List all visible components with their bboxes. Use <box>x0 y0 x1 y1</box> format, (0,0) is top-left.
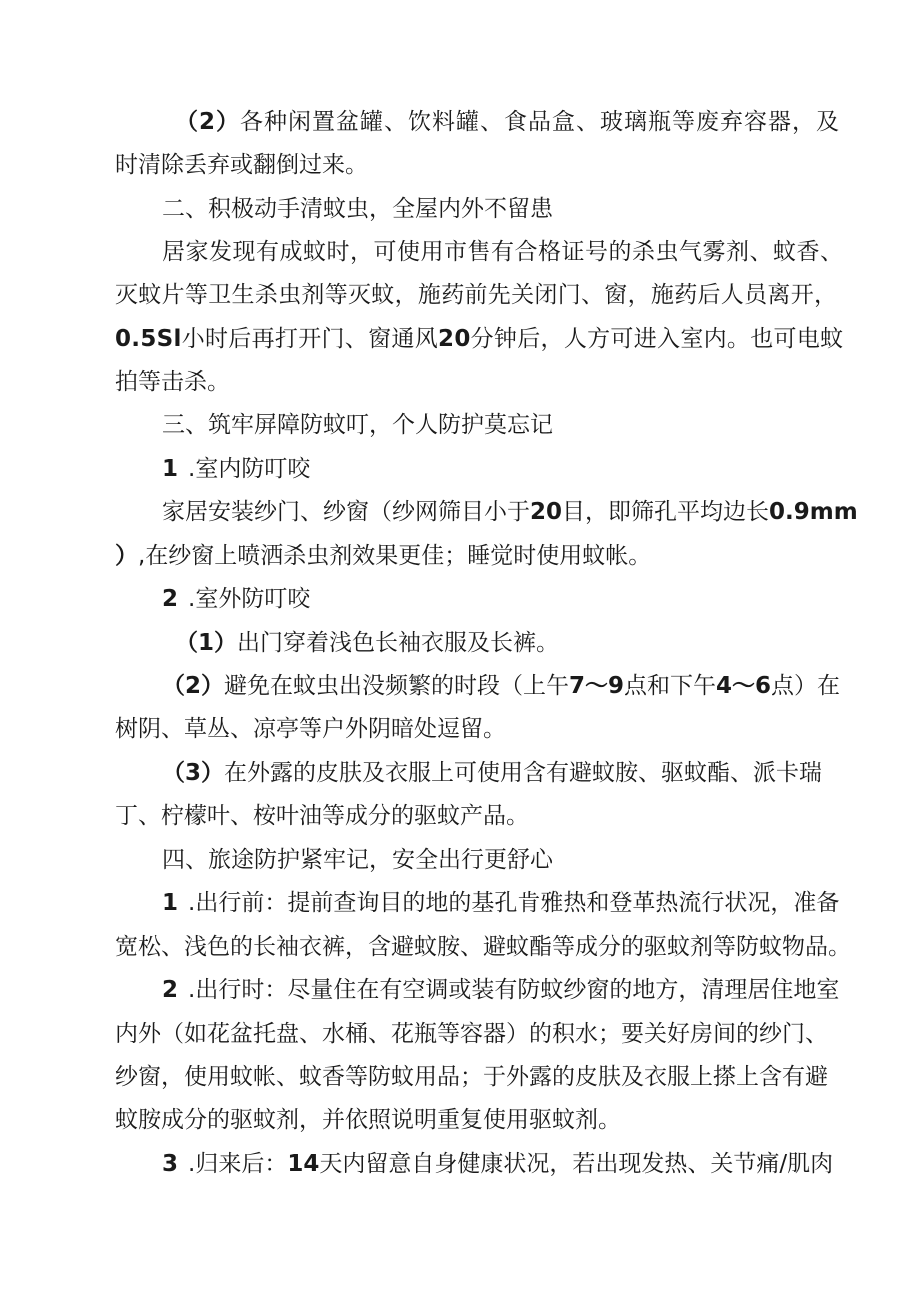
text-run: 纱窗，使用蚊帐、蚊香等防蚊用品；于外露的皮肤及衣服上搽上含有避 <box>115 1064 828 1090</box>
text-run: .出行前：提前查询目的地的基孔肯雅热和登革热流行状况，准备 <box>188 890 840 916</box>
paragraph-line <box>162 497 858 527</box>
text-run: 避免在蚊虫出没频繁的时段（上午 <box>224 673 570 699</box>
text-run: 目，即筛孔平均边长 <box>562 499 770 525</box>
number-run: 0.9mm <box>769 499 858 525</box>
heading-text: 二、积极动手清蚊虫，全屋内外不留患 <box>162 196 553 222</box>
heading-text: 四、旅途防护紧牢记，安全出行更舒心 <box>162 847 553 873</box>
number-run: 0.5Sl <box>115 326 182 352</box>
list-number: （2） <box>162 673 225 699</box>
paragraph-line <box>162 671 840 701</box>
paragraph-line <box>115 1105 621 1135</box>
list-number: （3） <box>162 760 225 786</box>
text-run: 点和下午 <box>624 673 717 699</box>
list-number: （1） <box>175 630 238 656</box>
text-run: 天内留意自身健康状况，若出现发热、关节痛/肌肉 <box>319 1151 834 1177</box>
text-run: 各种闲置盆罐、饮料罐、食品盒、玻璃瓶等废弃容器，及 <box>240 109 841 135</box>
text-run: 树阴、草丛、凉亭等户外阴暗处逗留。 <box>115 716 506 742</box>
text-run: 宽松、浅色的长袖衣裤，含避蚊胺、避蚊酯等成分的驱蚊剂等防蚊物品。 <box>115 934 851 960</box>
number-run: 20 <box>438 326 471 352</box>
paragraph-line <box>115 801 529 831</box>
section-heading <box>162 845 553 875</box>
text-run: 丁、柠檬叶、桉叶油等成分的驱蚊产品。 <box>115 803 529 829</box>
paragraph-line <box>115 324 843 354</box>
paragraph-line <box>115 541 651 571</box>
text-run: 时清除丢弃或翻倒过来。 <box>115 152 368 178</box>
paragraph-line <box>162 888 839 918</box>
text-run: .出行时：尽量住在有空调或装有防蚊纱窗的地方，清理居住地室 <box>188 977 840 1003</box>
paragraph-line <box>115 1019 828 1049</box>
paragraph-line <box>162 1149 833 1179</box>
text-run: 蚊胺成分的驱蚊剂，并依照说明重复使用驱蚊剂。 <box>115 1107 621 1133</box>
text-run: 灭蚊片等卫生杀虫剂等灭蚊，施药前先关闭门、窗，施药后人员离开， <box>115 282 838 308</box>
list-number: 2 <box>162 977 179 1003</box>
text-run: 小时后再打开门、窗通风 <box>181 326 439 352</box>
list-number: （2） <box>175 109 241 135</box>
paragraph-line <box>115 150 368 180</box>
subsection-heading <box>162 584 310 614</box>
paragraph-line <box>115 932 851 962</box>
text-run: .室外防叮咬 <box>188 586 311 612</box>
paragraph-line <box>115 367 230 397</box>
paragraph-line <box>115 280 837 310</box>
text-run: .归来后： <box>188 1151 288 1177</box>
list-number: 1 <box>162 890 179 916</box>
paragraph-line <box>175 628 559 658</box>
text-run: ,在纱窗上喷洒杀虫剂效果更佳；睡觉时使用蚊帐。 <box>138 543 652 569</box>
number-run: 14 <box>287 1151 320 1177</box>
number-run: ） <box>115 543 138 569</box>
text-run: .室内防叮咬 <box>188 456 311 482</box>
paragraph-line <box>162 758 822 788</box>
section-heading <box>162 194 553 224</box>
text-run: 出门穿着浅色长袖衣服及长裤。 <box>237 630 560 656</box>
text-run: 在外露的皮肤及衣服上可使用含有避蚊胺、驱蚊酯、派卡瑞 <box>224 760 823 786</box>
text-run: 点）在 <box>771 673 841 699</box>
number-run: 7〜9 <box>569 673 625 699</box>
list-number: 2 <box>162 586 179 612</box>
paragraph-line <box>175 107 841 137</box>
text-run: 拍等击杀。 <box>115 369 230 395</box>
heading-text: 三、筑牢屏障防蚊叮，个人防护莫忘记 <box>162 412 553 438</box>
paragraph-line <box>115 714 506 744</box>
list-number: 3 <box>162 1151 179 1177</box>
list-number: 1 <box>162 456 179 482</box>
text-run: 分钟后，人方可进入室内。也可电蚊 <box>470 326 844 352</box>
section-heading <box>162 410 553 440</box>
paragraph-line <box>162 237 844 267</box>
text-run: 内外（如花盆托盘、水桶、花瓶等容器）的积水；要关好房间的纱门、 <box>115 1021 828 1047</box>
subsection-heading <box>162 454 310 484</box>
paragraph-line <box>115 1062 828 1092</box>
paragraph-line <box>162 975 839 1005</box>
number-run: 4〜6 <box>716 673 772 699</box>
text-run: 居家发现有成蚊时，可使用市售有合格证号的杀虫气雾剂、蚊香、 <box>162 239 844 265</box>
number-run: 20 <box>530 499 563 525</box>
text-run: 家居安装纱门、纱窗（纱网筛目小于 <box>162 499 530 525</box>
